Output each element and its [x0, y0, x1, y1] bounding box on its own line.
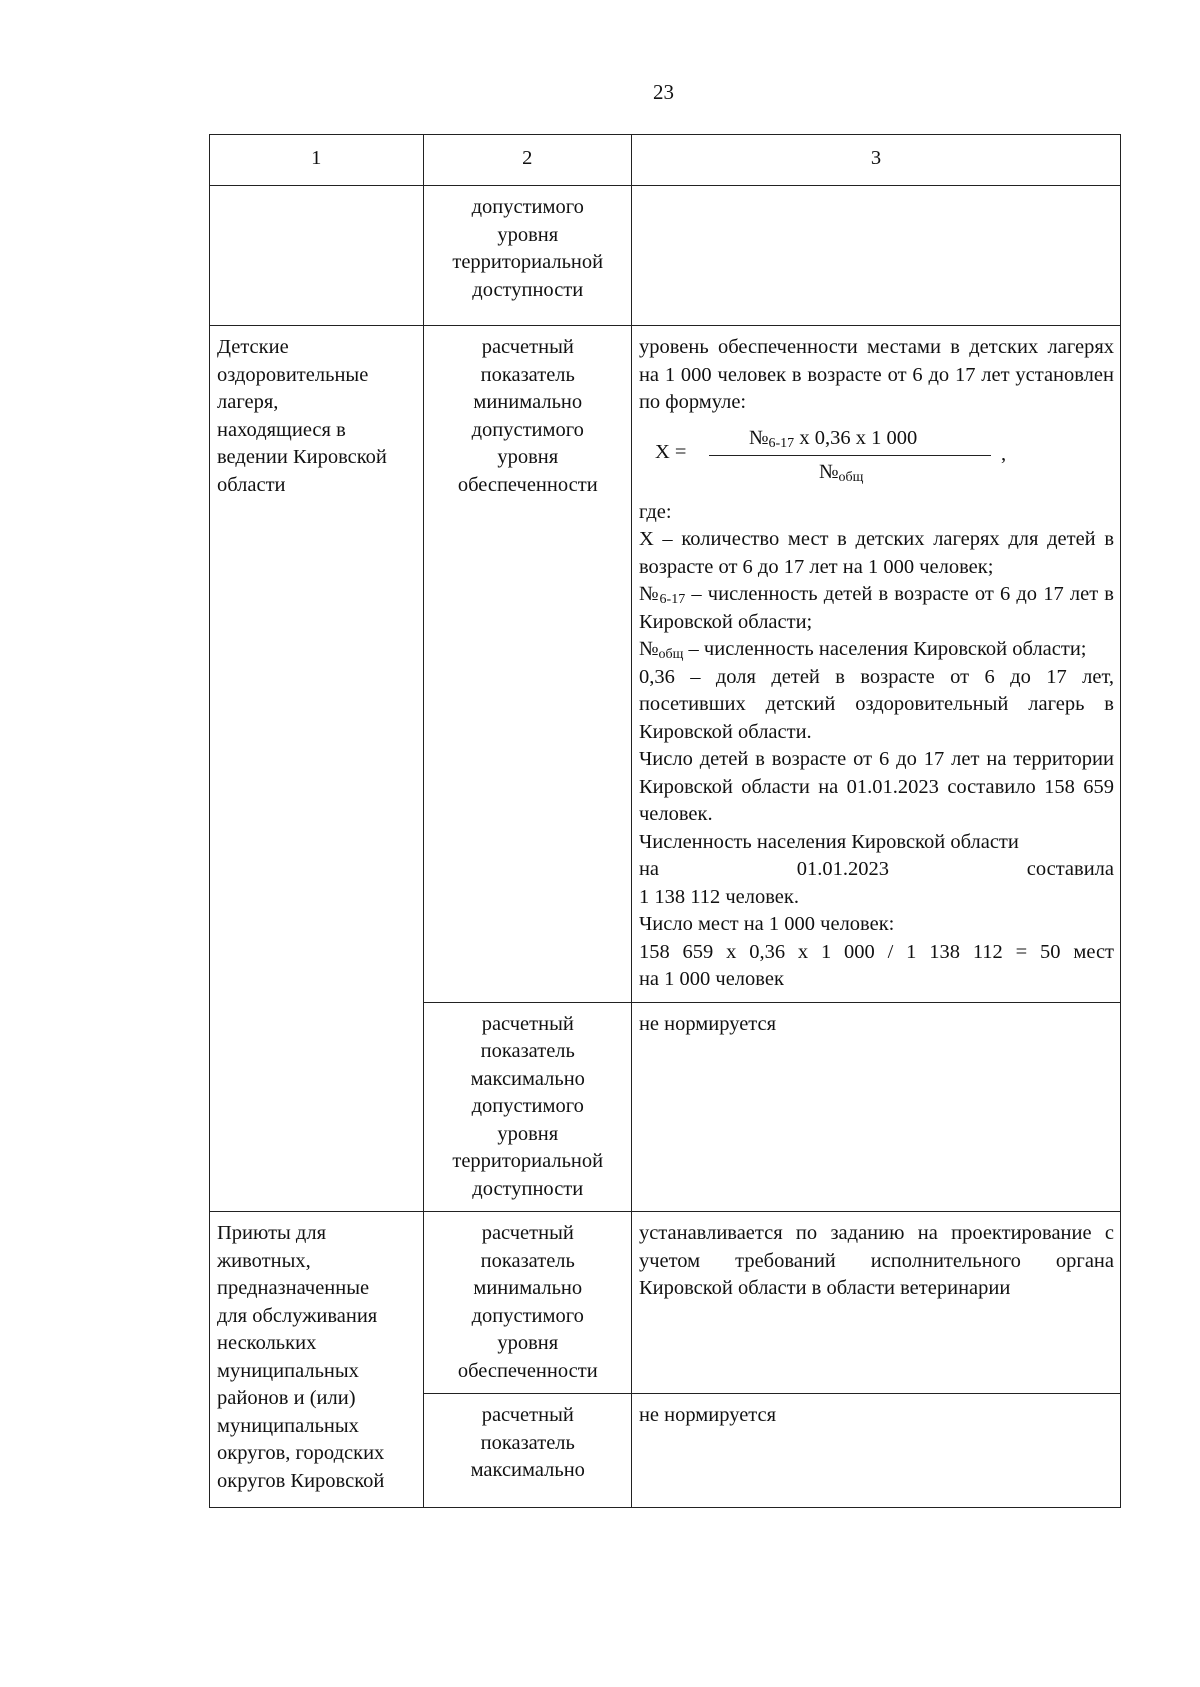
continuation-col1	[210, 186, 424, 326]
cell-line: уровня	[497, 1122, 559, 1145]
formula-numerator: $№_{6-17}$ х 0,36 х 1 000	[748, 426, 918, 451]
table-row	[210, 1212, 1121, 1394]
cell-line: уровня	[497, 446, 559, 468]
cell-line: доступности	[472, 278, 584, 301]
shelters-min-indicator	[423, 1212, 631, 1394]
camps-min-indicator	[423, 326, 631, 1003]
camps-max-indicator	[423, 1002, 631, 1212]
population-line: Численность населения Кировской области	[638, 830, 1019, 853]
cell-line: районов и (или)	[217, 1387, 356, 1409]
cell-line: допустимого	[471, 418, 584, 441]
places-label: Число мест на 1 000 человек:	[638, 913, 895, 935]
cell-line: максимально	[470, 1459, 585, 1481]
n617-definition: $№_{6-17}$ – численность детей в возрасте от 6 до 17 лет в Кировской области;	[638, 583, 1114, 633]
cell-line: оздоровительные	[217, 363, 369, 386]
cell-line: показатель	[480, 1431, 575, 1454]
shelters-max-indicator	[423, 1394, 631, 1508]
cell-line: расчетный	[481, 336, 574, 358]
nobsh-definition: $№_{общ}$ – численность населения Кировской области;	[638, 638, 1087, 662]
cell-line: допустимого	[471, 196, 584, 218]
table-row	[210, 326, 1121, 1003]
cell-line: для обслуживания	[217, 1304, 378, 1327]
cell-line: обеспеченности	[457, 473, 598, 496]
cell-line: показатель	[480, 1040, 575, 1062]
cell-line: расчетный	[481, 1012, 574, 1035]
cell-line: территориальной	[452, 251, 604, 273]
cell-line: расчетный	[481, 1222, 574, 1244]
cell-line: обеспеченности	[457, 1359, 598, 1382]
cell-line: допустимого	[471, 1304, 584, 1327]
cell-line: округов, городских	[217, 1442, 385, 1464]
camps-object-cell	[210, 326, 424, 1212]
table-row	[210, 186, 1121, 326]
cell-line: уровня	[497, 1332, 559, 1354]
cell-line: показатель	[480, 363, 575, 386]
column-header-2: 2	[423, 135, 631, 186]
cell-line: животных,	[217, 1249, 311, 1272]
continuation-col2	[423, 186, 631, 326]
norms-table	[209, 134, 1121, 1508]
cell-line: области	[217, 473, 286, 496]
table-header-row	[210, 135, 1121, 186]
cell-line: муниципальных	[217, 1414, 359, 1437]
shelters-max-value: не нормируется	[631, 1394, 1120, 1508]
formula-intro: уровень обеспеченности местами в детских лагерях на 1 000 человек в возрасте от 6 до 17 лет установлен по формуле:	[638, 336, 1114, 413]
cell-line: Детские	[217, 336, 289, 358]
cell-line: округов Кировской	[217, 1469, 385, 1492]
camps-max-value: не нормируется	[631, 1002, 1120, 1212]
cell-line: лагеря,	[217, 391, 279, 413]
column-header-3: 3	[631, 135, 1120, 186]
cell-line: Приюты для	[217, 1222, 327, 1244]
shelters-min-value: устанавливается по заданию на проектирование с учетом требований исполнительного органа Кировской области в области ветеринарии	[631, 1212, 1120, 1394]
cell-line: предназначенные	[217, 1277, 370, 1299]
cell-line: максимально	[470, 1067, 585, 1090]
formula-comma: ,	[1000, 442, 1007, 465]
cell-line: уровня	[497, 223, 559, 246]
formula-lhs: Х =	[654, 440, 687, 463]
page-number: 23	[653, 80, 674, 104]
share-definition: 0,36 – доля детей в возрасте от 6 до 17 лет, посетивших детский оздоровительный лагерь в Кировской области.	[638, 665, 1114, 743]
formula-denominator: $№_{общ}$	[818, 460, 864, 485]
cell-line: муниципальных	[217, 1359, 359, 1382]
population-date-line: на 01.01.2023 составила	[638, 858, 1114, 880]
cell-line: находящиеся в	[217, 418, 346, 441]
formula	[639, 425, 1114, 495]
continuation-col3	[631, 186, 1120, 326]
cell-line: доступности	[472, 1177, 584, 1200]
shelters-object-cell	[210, 1212, 424, 1508]
cell-line: территориальной	[452, 1150, 604, 1172]
cell-line: расчетный	[481, 1404, 574, 1426]
places-calc-end: на 1 000 человек	[638, 968, 784, 990]
fraction-bar	[709, 455, 991, 456]
cell-line: минимально	[473, 1277, 583, 1299]
camps-min-value	[631, 326, 1120, 1003]
cell-line: ведении Кировской	[217, 446, 387, 468]
cell-line: минимально	[473, 391, 583, 413]
cell-line: допустимого	[471, 1095, 584, 1117]
column-header-1: 1	[210, 135, 424, 186]
cell-line: показатель	[480, 1249, 575, 1272]
places-calc: 158 659 х 0,36 х 1 000 / 1 138 112 = 50 мест	[638, 940, 1114, 963]
population-value: 1 138 112 человек.	[638, 885, 799, 908]
children-count: Число детей в возрасте от 6 до 17 лет на территории Кировской области на 01.01.2023 составило 158 659 человек.	[638, 748, 1114, 825]
cell-line: нескольких	[217, 1332, 317, 1354]
where-label: где:	[638, 500, 672, 523]
x-definition: Х – количество мест в детских лагерях для детей в возрасте от 6 до 17 лет на 1 000 человек;	[638, 528, 1114, 578]
